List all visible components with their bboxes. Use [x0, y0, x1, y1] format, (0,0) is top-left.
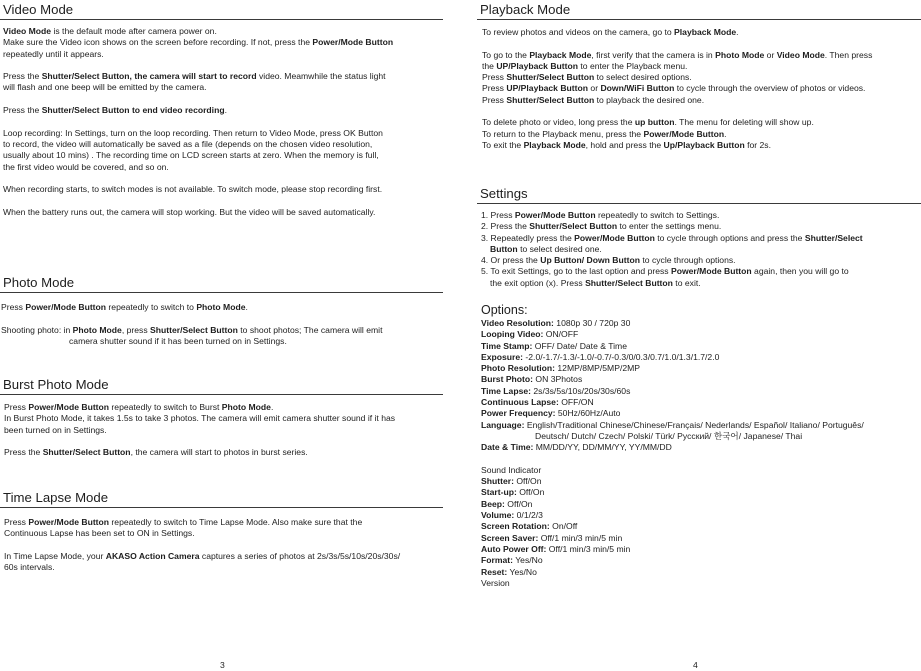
options-title: Options: — [481, 303, 528, 317]
option-value: On/Off — [549, 521, 578, 532]
option-value: OFF/ Date/ Date & Time — [532, 340, 627, 351]
option-label: Photo Resolution: — [481, 363, 555, 374]
text-run: Make sure the Video icon shows on the screen before recording. If not, press the — [3, 37, 313, 48]
option-row — [481, 510, 919, 521]
button-term: Shutter/Select — [804, 232, 863, 243]
mode-term: Photo Mode — [221, 402, 271, 412]
text-line: camera shutter sound if it has been turned on in Settings. — [69, 335, 287, 346]
option-value: Yes/No — [507, 566, 537, 577]
text-run: repeatedly to switch to Time Lapse Mode. Also make sure that the — [109, 517, 363, 527]
page-number-left: 3 — [220, 660, 225, 670]
option-row — [481, 397, 919, 408]
text-run: to cycle through options. — [640, 255, 736, 266]
text-run: . — [724, 128, 727, 139]
text-line: will flash and one beep will be emitted by the camera. — [3, 82, 207, 93]
text-run: Press the — [3, 71, 42, 82]
text-run: , the camera will start to photos in burst series. — [130, 447, 308, 458]
page-number-right: 4 — [693, 660, 698, 670]
option-value: ON/OFF — [543, 329, 579, 340]
text-run: . — [245, 302, 248, 312]
button-term: Power/Mode Button — [28, 517, 110, 527]
button-term: Shutter/Select Button, the camera will start to record — [41, 71, 257, 82]
text-run: to enter the Playback menu. — [578, 60, 688, 71]
option-label: Power Frequency: — [481, 408, 556, 419]
button-term: Power/Mode Button — [643, 128, 725, 139]
option-row — [481, 555, 919, 566]
text-run: video. Meamwhile the status light — [256, 71, 386, 82]
option-value: MM/DD/YY, DD/MM/YY, YY/MM/DD — [533, 442, 672, 453]
option-row — [481, 544, 919, 555]
text-line: 60s intervals. — [4, 562, 55, 573]
option-row — [481, 408, 919, 419]
option-label: Screen Saver: — [481, 532, 539, 543]
option-label: Reset: — [481, 566, 508, 577]
option-label: Screen Rotation: — [481, 521, 550, 532]
text-run: Press — [1, 302, 26, 312]
option-row — [481, 329, 919, 340]
playback-mode-heading: Playback Mode — [477, 0, 921, 20]
text-run: Press — [4, 517, 29, 527]
text-line: Loop recording: In Settings, turn on the loop recording. Then return to Video Mode, press OK Button — [3, 127, 383, 138]
option-row — [481, 374, 919, 385]
option-value: 2s/3s/5s/10s/20s/30s/60s — [531, 385, 631, 396]
text-run: to cycle through the overview of photos or videos. — [674, 83, 866, 94]
option-label: Language: — [481, 419, 525, 430]
option-value: Off/On — [504, 498, 533, 509]
option-value: Off/On — [513, 476, 542, 487]
option-value: -2.0/-1.7/-1.3/-1.0/-0.7/-0.3/0/0.3/0.7/1.0/1.3/1.7/2.0 — [523, 351, 720, 362]
option-value: Off/1 min/3 min/5 min — [546, 543, 631, 554]
option-label: Burst Photo: — [481, 374, 534, 385]
option-value: Deutsch/ Dutch/ Czech/ Polski/ Türk/ Русский/ 한국어/ Japanese/ Thai — [535, 430, 803, 441]
timelapse-mode-body — [4, 517, 441, 573]
text-run: . — [224, 105, 227, 116]
text-run: to shoot photos; The camera will emit — [237, 324, 383, 335]
option-value: Off/On — [516, 487, 545, 498]
text-run: to select desired one. — [517, 243, 602, 254]
option-row — [481, 499, 919, 510]
option-label: Volume: — [481, 510, 515, 521]
text-run: to enter the settings menu. — [617, 221, 722, 232]
mode-term: Video Mode — [776, 49, 825, 60]
button-term: Power/Mode Button — [670, 266, 752, 277]
button-term: Down/WiFi Button — [600, 83, 675, 94]
text-run: repeatedly to switch to Settings. — [595, 210, 720, 220]
text-run: , first verify that the camera is in — [591, 49, 716, 60]
button-term: UP/Playback Button — [496, 60, 579, 71]
option-row — [481, 386, 919, 397]
photo-mode-body — [1, 302, 441, 347]
text-line: been turned on in Settings. — [4, 424, 107, 435]
option-row — [481, 318, 919, 329]
option-label: Exposure: — [481, 351, 524, 362]
option-value: English/Traditional Chinese/Chinese/Français/ Nederlands/ Español/ Italiano/ Português/ — [524, 419, 864, 430]
option-value: 0/1/2/3 — [514, 510, 543, 521]
option-value: OFF/ON — [558, 397, 594, 408]
text-run: 5. To exit Settings, go to the last option and press — [481, 266, 671, 277]
option-label: Continuous Lapse: — [481, 397, 559, 408]
mode-term: Photo Mode — [715, 49, 765, 60]
button-term: Shutter/Select Button — [585, 277, 673, 288]
text-run: To delete photo or video, long press the — [482, 117, 635, 128]
text-run: to select desired options. — [594, 72, 692, 83]
settings-steps — [481, 210, 919, 289]
version-label: Version — [481, 577, 510, 588]
mode-term: Playback Mode — [674, 27, 737, 37]
text-run: or — [764, 49, 777, 60]
button-term: Shutter/Select Button — [42, 447, 131, 458]
option-label: Start-up: — [481, 487, 517, 498]
button-term: Power/Mode Button — [574, 232, 655, 243]
text-run: In Time Lapse Mode, your — [4, 550, 106, 561]
video-mode-body — [3, 26, 441, 218]
mode-term: Photo Mode — [72, 324, 122, 335]
text-run: Press — [482, 94, 507, 105]
option-value: Off/1 min/3 min/5 min — [538, 532, 623, 543]
text-run: repeatedly to switch to Burst — [109, 402, 222, 412]
button-term: Shutter/Select Button to end video recording — [41, 105, 225, 116]
text-run: To return to the Playback menu, press the — [482, 128, 644, 139]
option-value: 1080p 30 / 720p 30 — [553, 318, 631, 328]
text-run: the — [482, 60, 497, 71]
text-run: To exit the — [482, 139, 524, 150]
button-term: Shutter/Select Button — [150, 324, 238, 335]
option-value: Yes/No — [513, 555, 543, 566]
option-label: Shutter: — [481, 476, 514, 487]
text-line: to record, the video will automatically be saved as a file (depends on the chosen video resolution, — [3, 138, 373, 149]
text-run: is the default mode after camera power on. — [51, 26, 217, 36]
text-run: for 2s. — [744, 139, 771, 150]
burst-mode-heading: Burst Photo Mode — [0, 375, 443, 395]
mode-term: Playback Mode — [529, 49, 592, 60]
option-row — [481, 341, 919, 352]
playback-mode-body — [482, 27, 919, 151]
text-run: to cycle through options and press the — [654, 232, 805, 243]
button-term: Shutter/Select Button — [529, 221, 618, 232]
text-run: to playback the desired one. — [594, 94, 705, 105]
option-row — [481, 476, 919, 487]
option-row — [481, 363, 919, 374]
option-row — [481, 521, 919, 532]
button-term: Up/Playback Button — [663, 139, 745, 150]
text-run: to exit. — [672, 277, 701, 288]
option-label: Auto Power Off: — [481, 543, 547, 554]
text-line: repeatedly until it appears. — [3, 48, 104, 59]
mode-term: Photo Mode — [196, 302, 246, 312]
options-group-system — [481, 476, 919, 578]
option-label: Video Resolution: — [481, 318, 554, 328]
text-line: usually about 10 mins) . The recording time on LCD screen starts at zero. When the memory is full, — [3, 150, 379, 161]
burst-mode-body — [4, 402, 441, 458]
text-run: Press — [4, 402, 29, 412]
text-line: the first video would be covered, and so on. — [3, 161, 169, 172]
button-term: Power/Mode Button — [28, 402, 110, 412]
text-run: 2. Press the — [481, 221, 530, 232]
text-run: . — [270, 402, 274, 412]
timelapse-mode-heading: Time Lapse Mode — [0, 488, 443, 508]
button-term: UP/Playback Button — [506, 83, 589, 94]
text-run: Press the — [3, 105, 42, 116]
text-run: Press — [482, 72, 507, 83]
text-line: In Burst Photo Mode, it takes 1.5s to take 3 photos. The camera will emit camera shutter sound if it has — [4, 413, 396, 424]
option-label: Time Stamp: — [481, 340, 533, 351]
option-label: Beep: — [481, 498, 505, 509]
text-run: Press the — [4, 447, 43, 458]
option-row — [481, 487, 919, 498]
button-term: Shutter/Select Button — [506, 94, 595, 105]
options-group-main — [481, 318, 919, 420]
button-term: Button — [490, 243, 518, 254]
text-run: 4. Or press the — [481, 255, 541, 266]
text-run: repeatedly to switch to — [106, 302, 197, 312]
text-run: . — [736, 27, 739, 37]
text-run: To go to the — [482, 49, 530, 60]
option-label: Date & Time: — [481, 442, 534, 453]
text-run: , press — [121, 324, 151, 335]
option-value: 50Hz/60Hz/Auto — [555, 408, 621, 419]
mode-term: Playback Mode — [523, 139, 586, 150]
brand-term: AKASO Action Camera — [105, 550, 200, 561]
text-run: , hold and press the — [585, 139, 664, 150]
text-run: captures a series of photos at 2s/3s/5s/10s/20s/30s/ — [199, 550, 401, 561]
text-line: Continuous Lapse has been set to ON in Settings. — [4, 528, 195, 539]
option-value: 12MP/8MP/5MP/2MP — [555, 363, 641, 374]
button-term: Up Button/ Down Button — [540, 255, 640, 266]
text-run: 1. Press — [481, 210, 515, 220]
text-run: the exit option (x). Press — [490, 277, 586, 288]
option-row — [481, 533, 919, 544]
button-term: Power/Mode Button — [312, 37, 394, 48]
text-run: again, then you will go to — [751, 266, 849, 277]
option-value: ON 3Photos — [533, 374, 583, 385]
button-term: Power/Mode Button — [25, 302, 107, 312]
text-run: Shooting photo: in — [1, 324, 73, 335]
photo-mode-heading: Photo Mode — [0, 273, 443, 293]
option-row — [481, 352, 919, 363]
button-term: Shutter/Select Button — [506, 72, 595, 83]
option-label: Time Lapse: — [481, 385, 531, 396]
button-term: up button — [634, 117, 675, 128]
video-mode-term: Video Mode — [3, 26, 52, 36]
option-label: Looping Video: — [481, 329, 544, 340]
option-row — [481, 567, 919, 578]
button-term: Power/Mode Button — [514, 210, 596, 220]
text-run: To review photos and videos on the camera, go to — [482, 27, 675, 37]
text-run: . Then press — [824, 49, 873, 60]
text-run: . The menu for deleting will show up. — [674, 117, 814, 128]
options-list — [481, 302, 919, 589]
text-line: When recording starts, to switch modes is not available. To switch mode, please stop recording first. — [3, 184, 383, 195]
text-line: When the battery runs out, the camera will stop working. But the video will be saved automatically. — [3, 206, 376, 217]
text-run: Press — [482, 83, 507, 94]
video-mode-heading: Video Mode — [0, 0, 443, 20]
option-label: Format: — [481, 555, 513, 566]
text-run: 3. Repeatedly press the — [481, 232, 575, 243]
sound-indicator-label: Sound Indicator — [481, 464, 542, 475]
text-run: or — [588, 83, 601, 94]
settings-heading: Settings — [477, 184, 921, 204]
